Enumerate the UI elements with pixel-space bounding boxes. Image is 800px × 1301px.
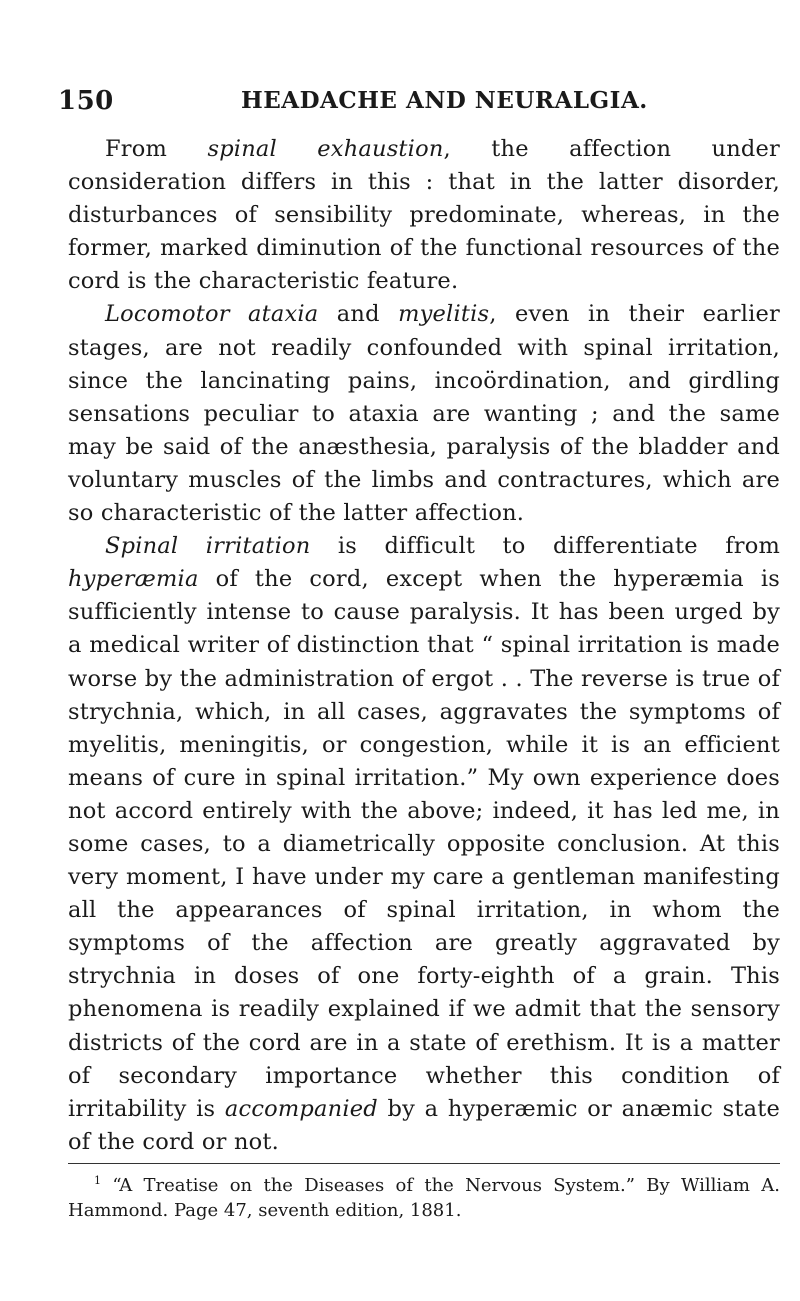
paragraph-locomotor-ataxia bbox=[68, 298, 780, 530]
italic-term: Spinal irritation bbox=[105, 533, 311, 560]
text-run: , the affection under consideration differs in this : that in the latter disorder, disturbances of sensibility predominate, whereas, in the former, marked diminution of the functional resources of the cord is the characteristic feature. bbox=[68, 136, 781, 295]
text-run: and bbox=[318, 301, 399, 328]
running-head bbox=[58, 86, 780, 126]
footnote-text: “A Treatise on the Diseases of the Nervous System.” By William A. Hammond. Page 47, seventh edition, 1881. bbox=[68, 1174, 780, 1221]
footnote-marker: 1 bbox=[94, 1173, 101, 1187]
italic-term: myelitis bbox=[398, 301, 490, 328]
paragraph-spinal-irritation bbox=[68, 530, 780, 1159]
footnote-divider bbox=[68, 1163, 780, 1164]
italic-term: Locomotor ataxia bbox=[105, 301, 319, 328]
italic-term: accompanied bbox=[224, 1095, 378, 1122]
italic-term: hyperæmia bbox=[68, 566, 199, 593]
italic-term: spinal exhaustion bbox=[207, 136, 444, 162]
footnote bbox=[68, 1168, 780, 1223]
book-page bbox=[58, 86, 780, 1241]
text-run: is difficult to differentiate from bbox=[310, 533, 780, 560]
text-run: of the cord, except when the hyperæmia is sufficiently intense to cause paralysis. It has been urged by a medical writer of distinction that “ spinal irritation is made worse by the administration of ergot . . The reverse is true of strychnia, which, in all cases, aggravates the symptoms of myelitis, meningitis, or congestion, while it is an efficient means of cure in spinal irritation.” My own experience does not accord entirely with the above; indeed, it has led me, in some cases, to a diametrically opposite conclusion. At this very moment, I have under my care a gentleman manifesting all the appearances of spinal irritation, in whom the symptoms of the affection are greatly aggravated by strychnia in doses of one forty-eighth of a grain. This phenomena is readily explained if we admit that the sensory districts of the cord are in a state of erethism. It is a matter of secondary importance whether this condition of irritability is bbox=[68, 566, 780, 1122]
page-number: 150 bbox=[58, 86, 114, 116]
body-text bbox=[68, 133, 780, 1159]
running-title: HEADACHE AND NEURALGIA. bbox=[241, 87, 648, 114]
text-run: From bbox=[105, 136, 208, 162]
text-run: by a hyperæmic or anæmic state of the cord or not. bbox=[68, 1095, 780, 1155]
text-run: , even in their earlier stages, are not readily confounded with spinal irritation, since the lancinating pains, incoördination, and girdling sensations peculiar to ataxia are wanting ; and the same may be said of the anæsthesia, paralysis of the bladder and voluntary muscles of the limbs and contractures, which are so characteristic of the latter affection. bbox=[68, 301, 780, 527]
paragraph-spinal-exhaustion bbox=[68, 133, 780, 298]
